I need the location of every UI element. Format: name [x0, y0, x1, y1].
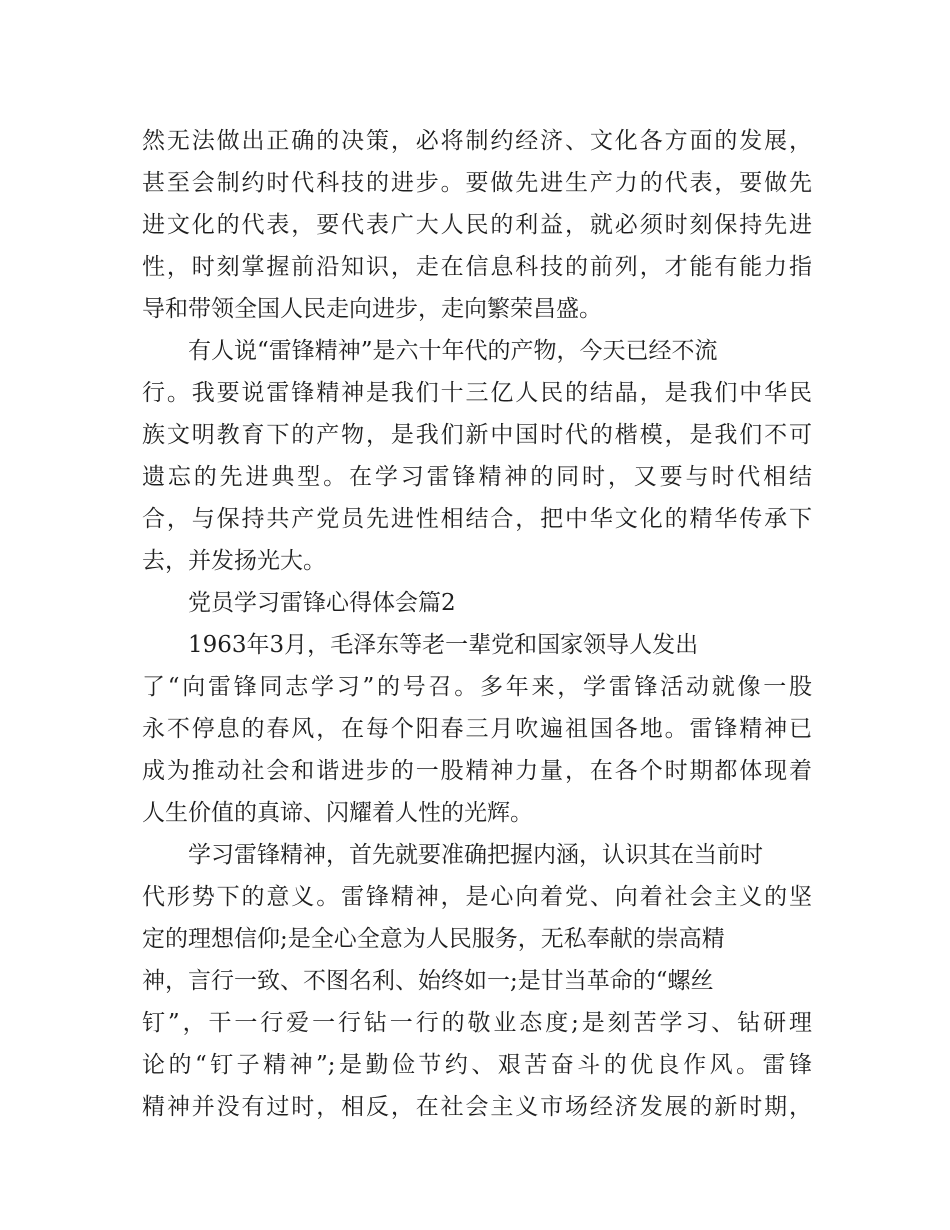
document-page [142, 120, 812, 1128]
text-line: 人生价值的真谛、闪耀着人性的光辉。 [142, 800, 533, 826]
text-line: 有人说“雷锋精神”是六十年代的产物，今天已经不流 [188, 338, 718, 364]
text-line: 论的“钉子精神”;是勤俭节约、艰苦奋斗的优良作风。雷锋 [142, 1052, 812, 1078]
text-line: 然无法做出正确的决策，必将制约经济、文化各方面的发展， [142, 128, 812, 154]
text-line: 代形势下的意义。雷锋精神，是心向着党、向着社会主义的坚 [142, 884, 812, 910]
text-line: 行。我要说雷锋精神是我们十三亿人民的结晶，是我们中华民 [142, 380, 812, 406]
text-line: 导和带领全国人民走向进步，走向繁荣昌盛。 [142, 296, 602, 322]
text-line: 合，与保持共产党员先进性相结合，把中华文化的精华传承下 [142, 506, 812, 532]
text-line: 神，言行一致、不图名利、始终如一;是甘当革命的“螺丝 [142, 968, 714, 994]
text-line: 性，时刻掌握前沿知识，走在信息科技的前列，才能有能力指 [142, 254, 812, 280]
text-line: 定的理想信仰;是全心全意为人民服务，无私奉献的崇高精 [142, 926, 725, 952]
text-line: 了“向雷锋同志学习”的号召。多年来，学雷锋活动就像一股 [142, 674, 812, 700]
text-line: 永不停息的春风，在每个阳春三月吹遍祖国各地。雷锋精神已 [142, 716, 812, 742]
text-line: 1963年3月，毛泽东等老一辈党和国家领导人发出 [188, 632, 699, 658]
text-line: 遗忘的先进典型。在学习雷锋精神的同时，又要与时代相结 [142, 464, 812, 490]
section-heading: 党员学习雷锋心得体会篇2 [188, 590, 456, 616]
text-line: 精神并没有过时，相反，在社会主义市场经济发展的新时期， [142, 1094, 812, 1120]
text-line: 成为推动社会和谐进步的一股精神力量，在各个时期都体现着 [142, 758, 812, 784]
text-line: 钉”，干一行爱一行钻一行的敬业态度;是刻苦学习、钻研理 [142, 1010, 812, 1036]
text-line: 甚至会制约时代科技的进步。要做先进生产力的代表，要做先 [142, 170, 812, 196]
text-line: 族文明教育下的产物，是我们新中国时代的楷模，是我们不可 [142, 422, 812, 448]
text-line: 去，并发扬光大。 [142, 548, 326, 574]
text-line: 进文化的代表，要代表广大人民的利益，就必须时刻保持先进 [142, 212, 812, 238]
text-line: 学习雷锋精神，首先就要准确把握内涵，认识其在当前时 [188, 842, 763, 868]
